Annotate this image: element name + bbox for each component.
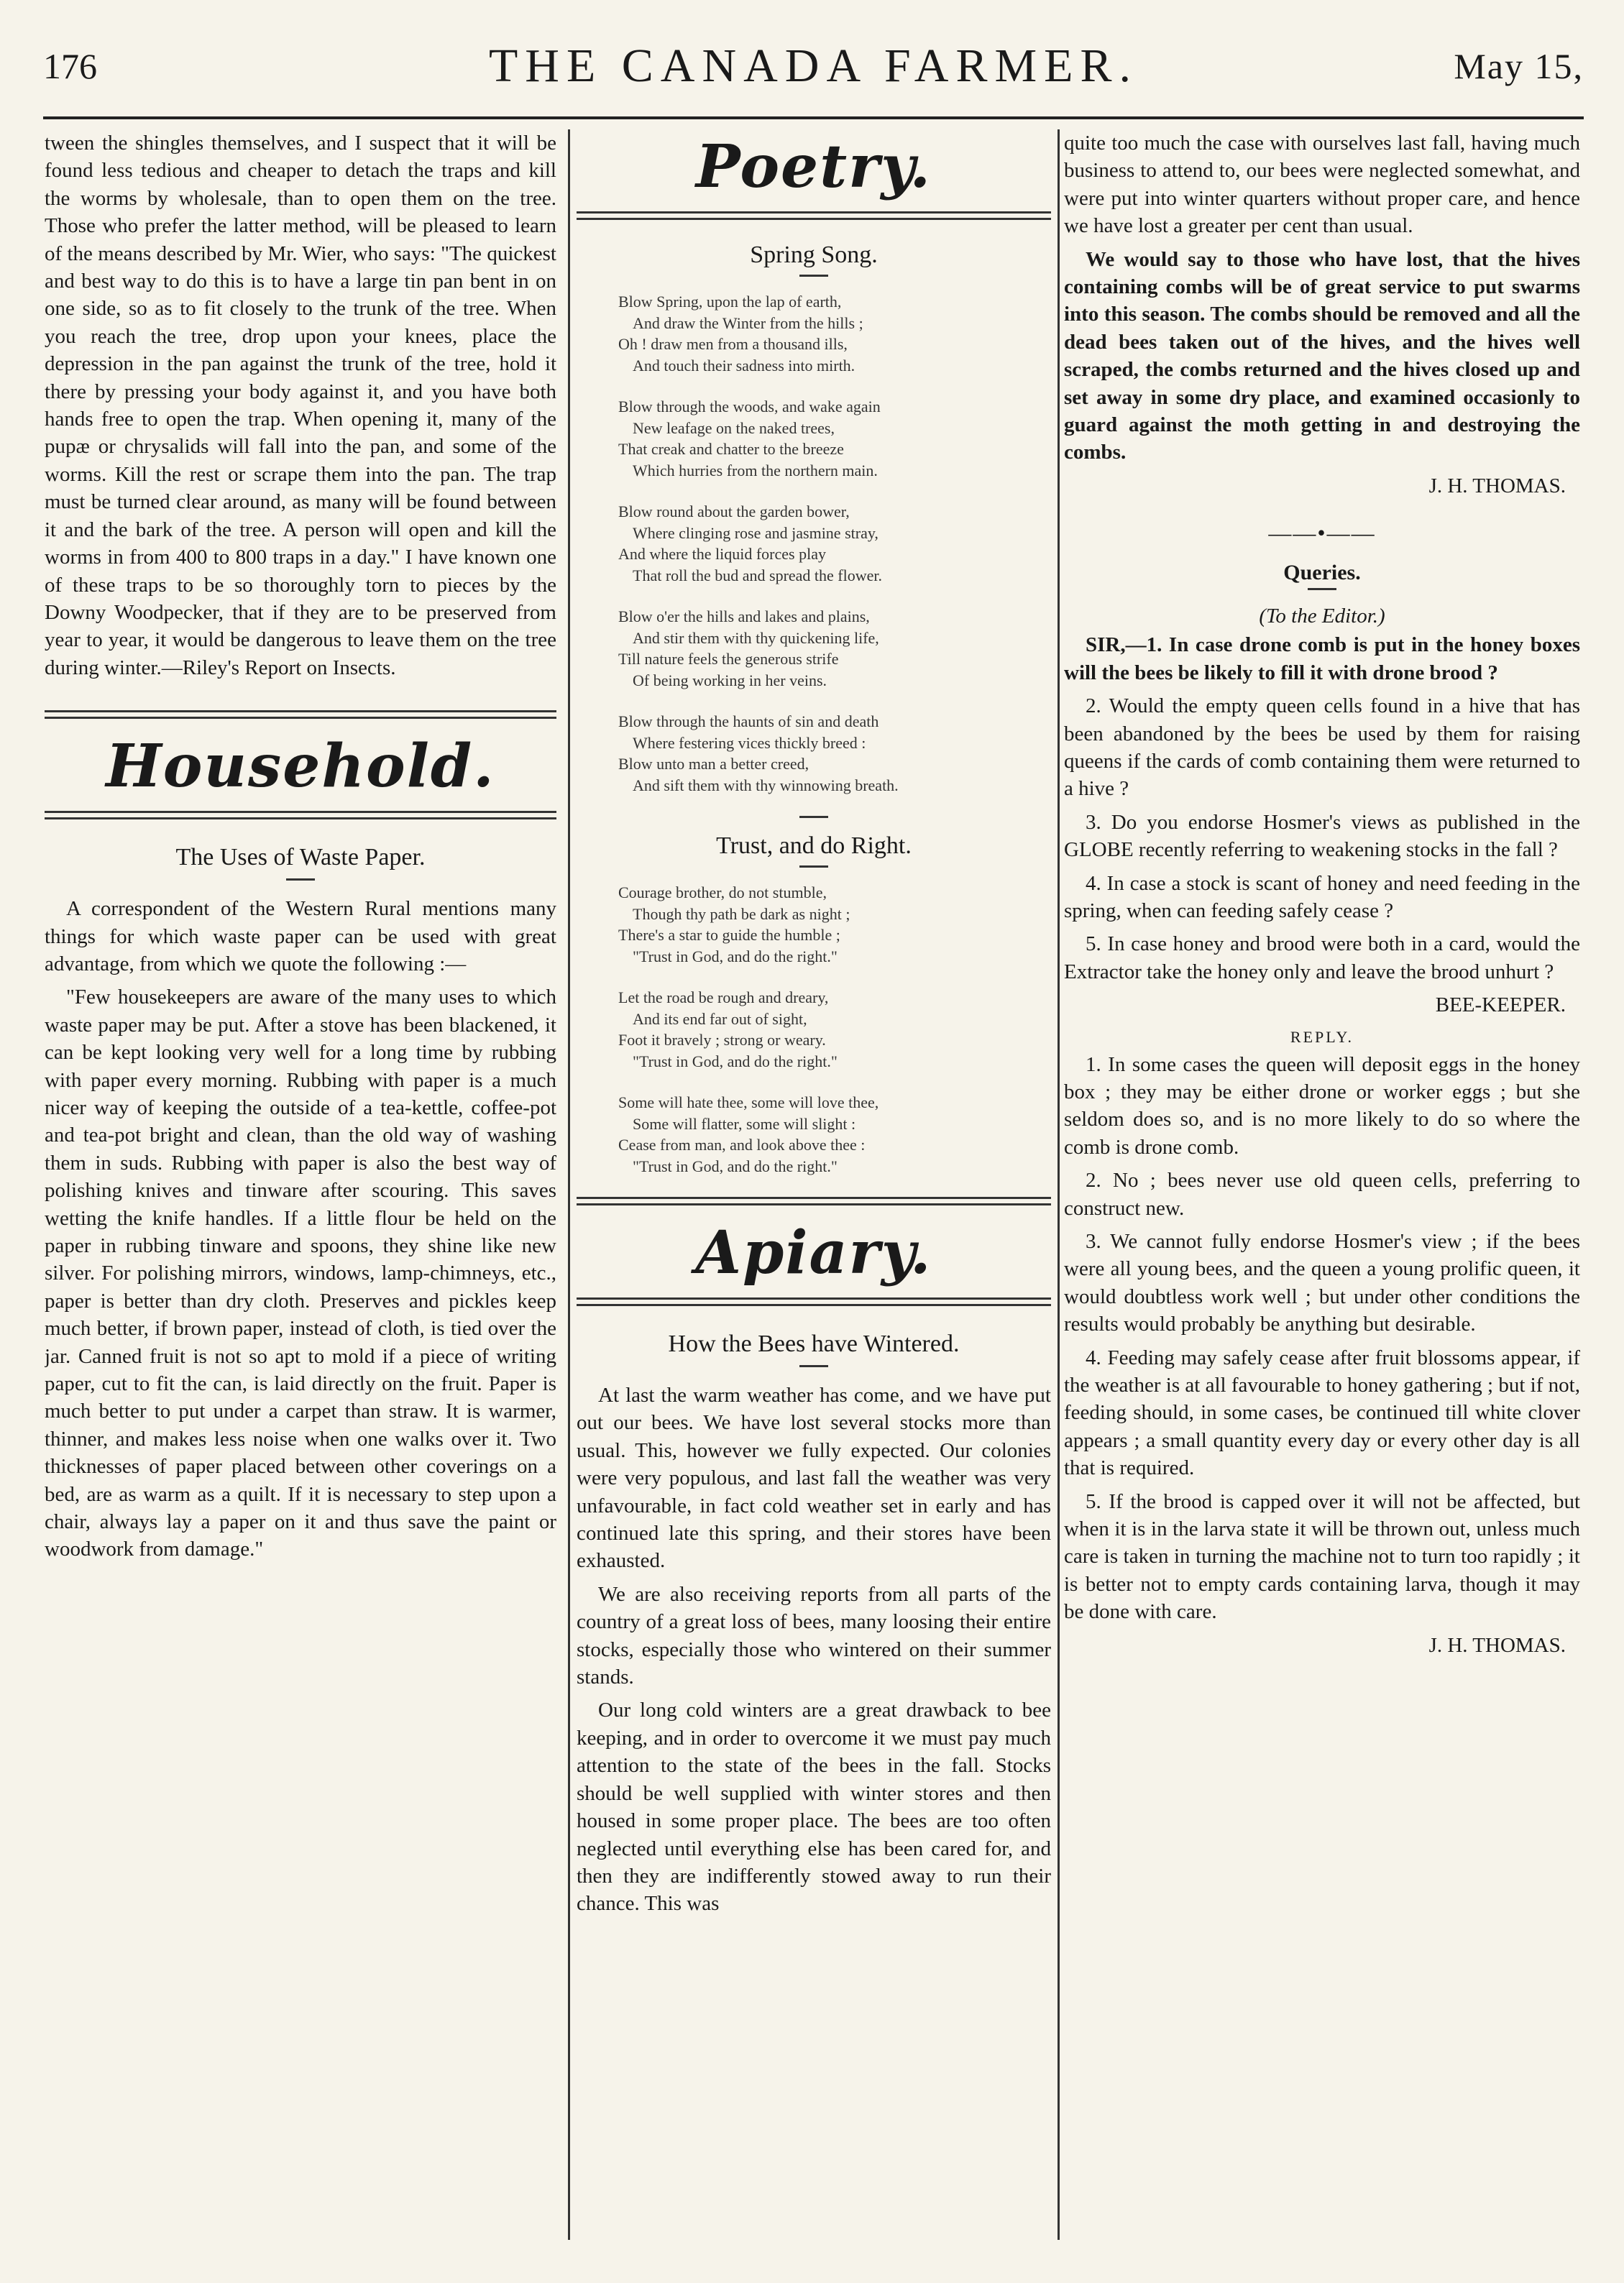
stanza (618, 606, 1051, 691)
poem-line: Of being working in her veins. (633, 671, 827, 689)
poem-line: Blow through the woods, and wake again (618, 398, 881, 415)
stanza (618, 711, 1051, 796)
stanza (618, 1092, 1051, 1177)
poem-line: Oh ! draw men from a thousand ills, (618, 335, 848, 353)
poem-line: Blow through the haunts of sin and death (618, 712, 879, 730)
poem-line: "Trust in God, and do the right." (633, 1157, 838, 1175)
signature: J. H. THOMAS. (1428, 474, 1566, 497)
reply: 2. No ; bees never use old queen cells, preferring to construct new. (1064, 1169, 1580, 1220)
poem-line: "Trust in God, and do the right." (633, 947, 838, 965)
poem-line: Cease from man, and look above thee : (618, 1136, 866, 1154)
paragraph: We are also receiving reports from all parts of the country of a great loss of bees, many loosing their entire stocks, especially those who wintered on their summer stands. (577, 1582, 1051, 1689)
poem-line: Where clinging rose and jasmine stray, (633, 523, 878, 542)
poem-line: Let the road be rough and dreary, (618, 988, 829, 1006)
query: 3. Do you endorse Hosmer's views as published in the GLOBE recently referring to weakening stocks in the fall ? (1064, 810, 1580, 862)
reply: 5. If the brood is capped over it will not be affected, but when it is in the larva state it will be thrown out, unless much care is taken in turning the machine not to turn too rapidly ; it is better not to empty cards containing larva, though it may be done with care. (1064, 1489, 1580, 1624)
title-dash (1308, 588, 1336, 590)
title-dash (799, 1365, 828, 1367)
section-rule (577, 1297, 1051, 1306)
stanza (618, 291, 1051, 376)
title-dash (799, 865, 828, 868)
column-rule (1058, 129, 1060, 2240)
poem-line: Where festering vices thickly breed : (633, 733, 866, 752)
column-2 (577, 129, 1051, 2261)
poem-line: That creak and chatter to the breeze (618, 440, 844, 458)
poem-line: Blow Spring, upon the lap of earth, (618, 293, 842, 311)
column-3 (1064, 129, 1580, 2261)
paragraph: "Few housekeepers are aware of the many uses to which waste paper may be put. After a stove has been blackened, it can be kept looking very well for a long time by rubbing with paper every morning. Rubbing with paper is a much nicer way of keeping the outside of a tea-kettle, coffee-pot and tea-pot bright and clean, than the old way of washing them in suds. Rubbing with paper is also the best way of polishing knives and tinware after scouring. This saves wetting the knife handles. If a little flour be held on the paper in rubbing tinware and spoons, they shine like new silver. For polishing mirrors, windows, lamp-chimneys, etc., paper is better than dry cloth. Preserves and pickles keep much better, if brown paper, instead of cloth, is tied over the jar. Canned fruit is not so apt to mold if a piece of writing paper, cut to fit the can, is laid directly on the fruit. Paper is much better to put under a carpet than straw. It is warmer, thinner, and makes less noise when one walks over it. Two thicknesses of paper placed between other coverings on a bed, are as warm as a quilt. If it is necessary to step upon a chair, always lay a paper on it and thus save the paint or woodwork from damage." (45, 986, 556, 1561)
poem-line: Till nature feels the generous strife (618, 650, 839, 668)
paragraph: quite too much the case with ourselves last fall, having much business to attend to, our bees were neglected somewhat, and were put into winter quarters without proper care, and hence we have lost a greater per cent than usual. (1064, 132, 1580, 238)
poem-line: Though thy path be dark as night ; (633, 904, 850, 923)
signature: BEE-KEEPER. (1435, 993, 1566, 1017)
query: SIR,—1. In case drone comb is put in the honey boxes will the bees be likely to fill it with drone brood ? (1064, 633, 1580, 684)
poem-title: Trust, and do Right. (716, 832, 912, 859)
title-dash (799, 816, 828, 818)
poem-line: There's a star to guide the humble ; (618, 926, 840, 944)
poem-line: Blow o'er the hills and lakes and plains, (618, 607, 870, 625)
stanza (618, 396, 1051, 481)
issue-date: May 15, (1454, 46, 1584, 86)
poem-trust-and-do-right (577, 882, 1051, 1177)
section-rule (577, 211, 1051, 220)
stanza (618, 501, 1051, 586)
section-rule (45, 811, 556, 819)
page-number: 176 (43, 46, 97, 86)
poem-line: Which hurries from the northern main. (633, 461, 878, 479)
section-rule (577, 1197, 1051, 1205)
column-rule (568, 129, 570, 2240)
paragraph: tween the shingles themselves, and I suspect that it will be found less tedious and cheaper to detach the traps and kill the worms by wholesale, than to open them on the tree. Those who prefer the latter method, will be pleased to learn of the means described by Mr. Wier, who says: "The quickest and best way to do this is to have a large tin pan bent in on one side, so as to fit closely to the trunk of the tree. When you reach the tree, drop upon your knees, place the depression in the pan against the trunk of the tree, hold it there by pressing your body against it, and you have both hands free to open the trap. When opening it, many of the pupæ or chrysalids will fall into the pan, and some of the worms. Kill the rest or scrape them into the pan. The trap must be turned clear around, as many will be found between it and the bark of the tree. A person will open and kill the worms in from 400 to 800 traps in a day." I have known one of these traps to be so thoroughly torn to pieces by the Downy Woodpecker, that if they are to be preserved from year to year, it would be dangerous to leave them on the tree during winter.—Riley's Report on Insects. (45, 132, 556, 679)
masthead: THE CANADA FARMER. (488, 40, 1138, 92)
section-head-household: Household. (106, 732, 495, 801)
article-title: The Uses of Waste Paper. (175, 844, 426, 871)
query: 4. In case a stock is scant of honey and need feeding in the spring, when can feeding safely cease ? (1064, 871, 1580, 922)
poem-line: Courage brother, do not stumble, (618, 883, 827, 901)
poem-line: Blow round about the garden bower, (618, 502, 850, 520)
poem-line: And draw the Winter from the hills ; (633, 313, 863, 332)
title-dash (799, 275, 828, 277)
section-head-poetry: Poetry. (695, 132, 932, 201)
poem-line: That roll the bud and spread the flower. (633, 566, 883, 584)
reply-label: REPLY. (1290, 1027, 1354, 1046)
paragraph: A correspondent of the Western Rural mentions many things for which waste paper can be used with great advantage, from which we quote the following :— (45, 897, 556, 975)
poem-spring-song (577, 291, 1051, 796)
ornament-divider: ——•—— (1268, 520, 1376, 546)
stanza (618, 987, 1051, 1072)
article-title: How the Bees have Wintered. (668, 1331, 960, 1357)
poem-line: New leafage on the naked trees, (633, 418, 835, 437)
poem-line: And stir them with thy quickening life, (633, 628, 879, 647)
paragraph: At last the warm weather has come, and we have put out our bees. We have lost several stocks more than usual. This, however we fully expected. Our colonies were very populous, and last fall the weather was very unfavourable, in fact cold weather set in early and has continued late this spring, and their stores have been exhausted. (577, 1384, 1051, 1573)
running-head (43, 16, 1584, 119)
query: 2. Would the empty queen cells found in a hive that has been abandoned by the bees be used by them for raising queens if the cards of comb containing them were returned to a hive ? (1064, 694, 1580, 801)
poem-line: Blow unto man a better creed, (618, 755, 809, 773)
signature: J. H. THOMAS. (1428, 1633, 1566, 1657)
poem-line: And its end far out of sight, (633, 1009, 807, 1028)
reply: 4. Feeding may safely cease after fruit blossoms appear, if the weather is at all favourable to honey gathering ; but if not, feeding should, in some cases, be continued till white clover appears ; a small quantity every day or every other day is all that is required. (1064, 1346, 1580, 1480)
to-the-editor: (To the Editor.) (1259, 605, 1385, 628)
section-rule (45, 710, 556, 719)
poem-line: And touch their sadness into mirth. (633, 356, 855, 375)
reply: 1. In some cases the queen will deposit eggs in the honey box ; they may be either drone or worker eggs ; but she seldom does so, and is no more likely to do so where the comb is drone comb. (1064, 1052, 1580, 1159)
queries-title: Queries. (1283, 561, 1361, 585)
reply: 3. We cannot fully endorse Hosmer's view ; if the bees were all young bees, and the queen a young prolific queen, it would doubtless work well ; but under other conditions the results would probably be anything but desirable. (1064, 1230, 1580, 1336)
paragraph: We would say to those who have lost, that the hives containing combs will be of great service to put swarms into this season. The combs should be removed and all the dead bees taken out of the hives, and the hives well scraped, the combs returned and the hives closed up and set away in some dry place, and examined occasionly to guard against the moth getting in and destroying the combs. (1064, 247, 1580, 464)
stanza (618, 882, 1051, 967)
section-head-apiary: Apiary. (695, 1218, 932, 1287)
query: 5. In case honey and brood were both in a card, would the Extractor take the honey only and leave the brood unhurt ? (1064, 932, 1580, 983)
poem-line: Some will hate thee, some will love thee, (618, 1093, 879, 1111)
poem-line: And where the liquid forces play (618, 545, 826, 563)
poem-line: Foot it bravely ; strong or weary. (618, 1031, 826, 1049)
poem-line: "Trust in God, and do the right." (633, 1052, 838, 1070)
poem-line: Some will flatter, some will slight : (633, 1114, 856, 1133)
paragraph: Our long cold winters are a great drawback to bee keeping, and in order to overcome it we must pay much attention to the state of the bees in the fall. Stocks should be well supplied with winter stores and then housed in some proper place. The bees are too often neglected until everything else has been cared for, and then they are indifferently stowed away to run their chance. This was (577, 1699, 1051, 1916)
column-1 (45, 129, 556, 2261)
poem-line: And sift them with thy winnowing breath. (633, 776, 899, 794)
title-dash (286, 878, 315, 881)
poem-title: Spring Song. (750, 242, 878, 268)
